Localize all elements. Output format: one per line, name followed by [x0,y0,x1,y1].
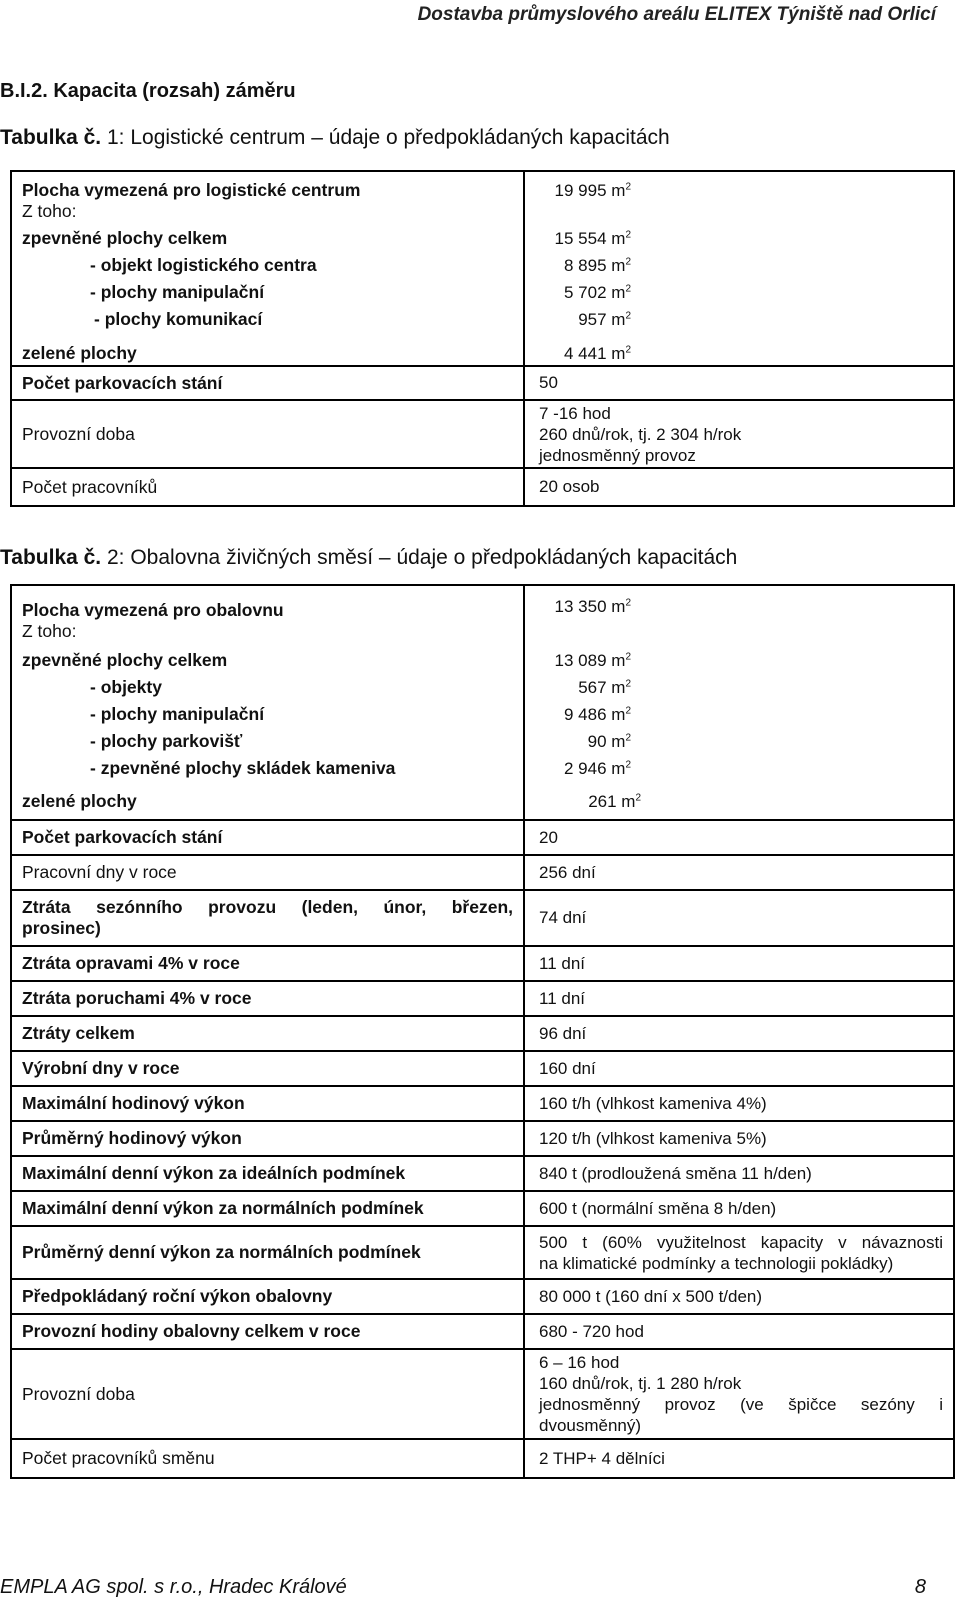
t2-row-label: Počet pracovníků směnu [12,1440,525,1477]
table1-operation-row [12,401,953,469]
t2-row-value: 11 dní [539,953,586,973]
t2-row-value-line3: jednosměnný provoz (ve špičce sezóny i [539,1395,943,1414]
t2-row-value: 256 dní [539,862,596,882]
t1-sub2-label: - plochy manipulační [90,282,265,302]
t1-sub1-value: 8 895 $m^2$ [564,256,631,275]
table1-caption [0,126,670,150]
t2-paved-label: zpevněné plochy celkem [22,650,228,670]
t2-row-label: Předpokládaný roční výkon obalovny [12,1280,525,1313]
table2-caption [0,546,737,570]
t1-green-label: zelené plochy [22,343,137,363]
t2-row-label: Pracovní dny v roce [12,856,525,889]
t2-green-value: 261 $m^2$ [588,792,641,811]
t1-operation-line1: 7 -16 hod [539,403,611,423]
t1-sub3-label: - plochy komunikací [94,309,263,329]
t2-row-label [12,891,525,945]
table1-caption-prefix: Tabulka č. [0,126,102,149]
page-number: 8 [914,1576,926,1598]
section-title: B.I.2. Kapacita (rozsah) záměru [0,80,296,102]
t2-sub1-value: 567 $m^2$ [578,678,631,697]
table2-caption-text: 2: Obalovna živičných směsí – údaje o předpokládaných kapacitách [101,546,738,569]
table1 [10,170,955,507]
t2-row-value [525,1350,953,1438]
table1-workers-row [12,469,953,505]
t2-row-label: Ztráta opravami 4% v roce [12,947,525,980]
t2-sub4-value: 2 946 $m^2$ [564,759,631,778]
table2-areas-values [525,586,953,819]
t2-row-label: Maximální denní výkon za ideálních podmínek [12,1157,525,1190]
t2-row-value: 120 t/h (vlhkost kameniva 5%) [539,1128,767,1148]
table-row [12,947,953,982]
table-row [12,1122,953,1157]
table-row [12,1087,953,1122]
t2-row-label: Maximální hodinový výkon [12,1087,525,1120]
t2-row-value: 74 dní [539,908,587,927]
t2-row-value: 96 dní [539,1023,587,1043]
t1-area-label: Plocha vymezená pro logistické centrum [22,180,361,200]
table-row [12,1227,953,1280]
table1-areas-row [12,172,953,367]
t2-row-label: Ztráty celkem [12,1017,525,1050]
table-row [12,1440,953,1477]
table-row [12,982,953,1017]
document-header: Dostavba průmyslového areálu ELITEX Týniště nad Orlicí [417,4,936,25]
table2-areas-labels [12,586,525,819]
t1-operation-values [525,401,953,467]
t2-green-label: zelené plochy [22,791,137,811]
table1-parking-row [12,367,953,401]
table2 [10,584,955,1479]
t1-green-value: 4 441 $m^2$ [564,344,631,363]
table2-caption-prefix: Tabulka č. [0,546,102,569]
t2-row-value-line2: 160 dnů/rok, tj. 1 280 h/rok [539,1374,742,1393]
t2-row-label: Výrobní dny v roce [12,1052,525,1085]
t1-workers-value: 20 osob [539,477,600,496]
table-row [12,1315,953,1350]
table1-areas-labels [12,172,525,365]
t1-sub2-value: 5 702 $m^2$ [564,283,631,302]
t1-operation-label: Provozní doba [12,401,525,467]
t2-row-label: Provozní hodiny obalovny celkem v roce [12,1315,525,1348]
t2-row-value: 160 dní [539,1058,596,1078]
t2-row-label: Ztráta poruchami 4% v roce [12,982,525,1015]
t2-row-value-line2: na klimatické podmínky a technologii pokládky) [539,1253,894,1273]
t2-row-label: Průměrný denní výkon za normálních podmínek [12,1227,525,1278]
t2-row-value-line1: 500 t (60% využitelnost kapacity v návaznosti [539,1232,943,1252]
table1-caption-text: 1: Logistické centrum – údaje o předpokládaných kapacitách [101,126,670,149]
t2-row-label: Počet parkovacích stání [12,821,525,854]
t2-row-label: Průměrný hodinový výkon [12,1122,525,1155]
table-row [12,1052,953,1087]
t2-row-value: 600 t (normální směna 8 h/den) [539,1198,777,1218]
t1-operation-line2: 260 dnů/rok, tj. 2 304 h/rok [539,424,742,444]
table1-areas-values [525,172,953,365]
t1-workers-label: Počet pracovníků [12,469,525,505]
t2-row-value-line1: 6 – 16 hod [539,1353,620,1372]
t2-row-value: 2 THP+ 4 dělníci [539,1448,665,1468]
table-row [12,856,953,891]
t2-sub2-value: 9 486 $m^2$ [564,705,631,724]
t2-row-value: 80 000 t (160 dní x 500 t/den) [539,1286,763,1306]
t2-row-value: 840 t (prodloužená směna 11 h/den) [539,1163,812,1183]
t2-row-value: 160 t/h (vlhkost kameniva 4%) [539,1093,767,1113]
t1-parking-label: Počet parkovacích stání [12,367,525,399]
table-row [12,1157,953,1192]
t1-paved-value: 15 554 $m^2$ [554,229,631,248]
t1-parking-value: 50 [539,373,558,392]
t1-operation-line3: jednosměnný provoz [539,445,696,465]
t1-area-value: 19 995 $m^2$ [554,181,631,200]
t2-row-value: 11 dní [539,988,586,1008]
table-row [12,891,953,947]
t2-row-value: 20 [539,827,558,847]
table-row [12,1350,953,1440]
document-footer: EMPLA AG spol. s r.o., Hradec Králové [0,1576,347,1598]
t2-row-label-line2: prosinec) [22,918,101,938]
table2-areas-row [12,586,953,821]
table-row [12,1017,953,1052]
t2-row-label-line1: Ztráta sezónního provozu (leden, únor, březen, [22,897,513,917]
t2-of-which: Z toho: [22,621,77,641]
t2-row-value: 680 - 720 hod [539,1321,644,1341]
t2-row-value [525,1227,953,1278]
t2-sub3-label: - plochy parkovišť [90,731,243,751]
t2-area-value: 13 350 $m^2$ [554,597,631,616]
table-row [12,1280,953,1315]
t1-sub1-label: - objekt logistického centra [90,255,317,275]
t1-paved-label: zpevněné plochy celkem [22,228,228,248]
table-row [12,821,953,856]
t2-paved-value: 13 089 $m^2$ [554,651,631,670]
t2-sub1-label: - objekty [90,677,162,697]
table-row [12,1192,953,1227]
t2-row-value-line4: dvousměnný) [539,1416,642,1435]
t1-sub3-value: 957 $m^2$ [578,310,631,329]
t2-area-label: Plocha vymezená pro obalovnu [22,600,284,620]
t1-of-which: Z toho: [22,201,77,221]
t2-sub3-value: 90 $m^2$ [587,732,631,751]
t2-row-label: Provozní doba [12,1350,525,1438]
t2-row-label: Maximální denní výkon za normálních podmínek [12,1192,525,1225]
t2-sub4-label: - zpevněné plochy skládek kameniva [90,758,396,778]
t2-sub2-label: - plochy manipulační [90,704,265,724]
